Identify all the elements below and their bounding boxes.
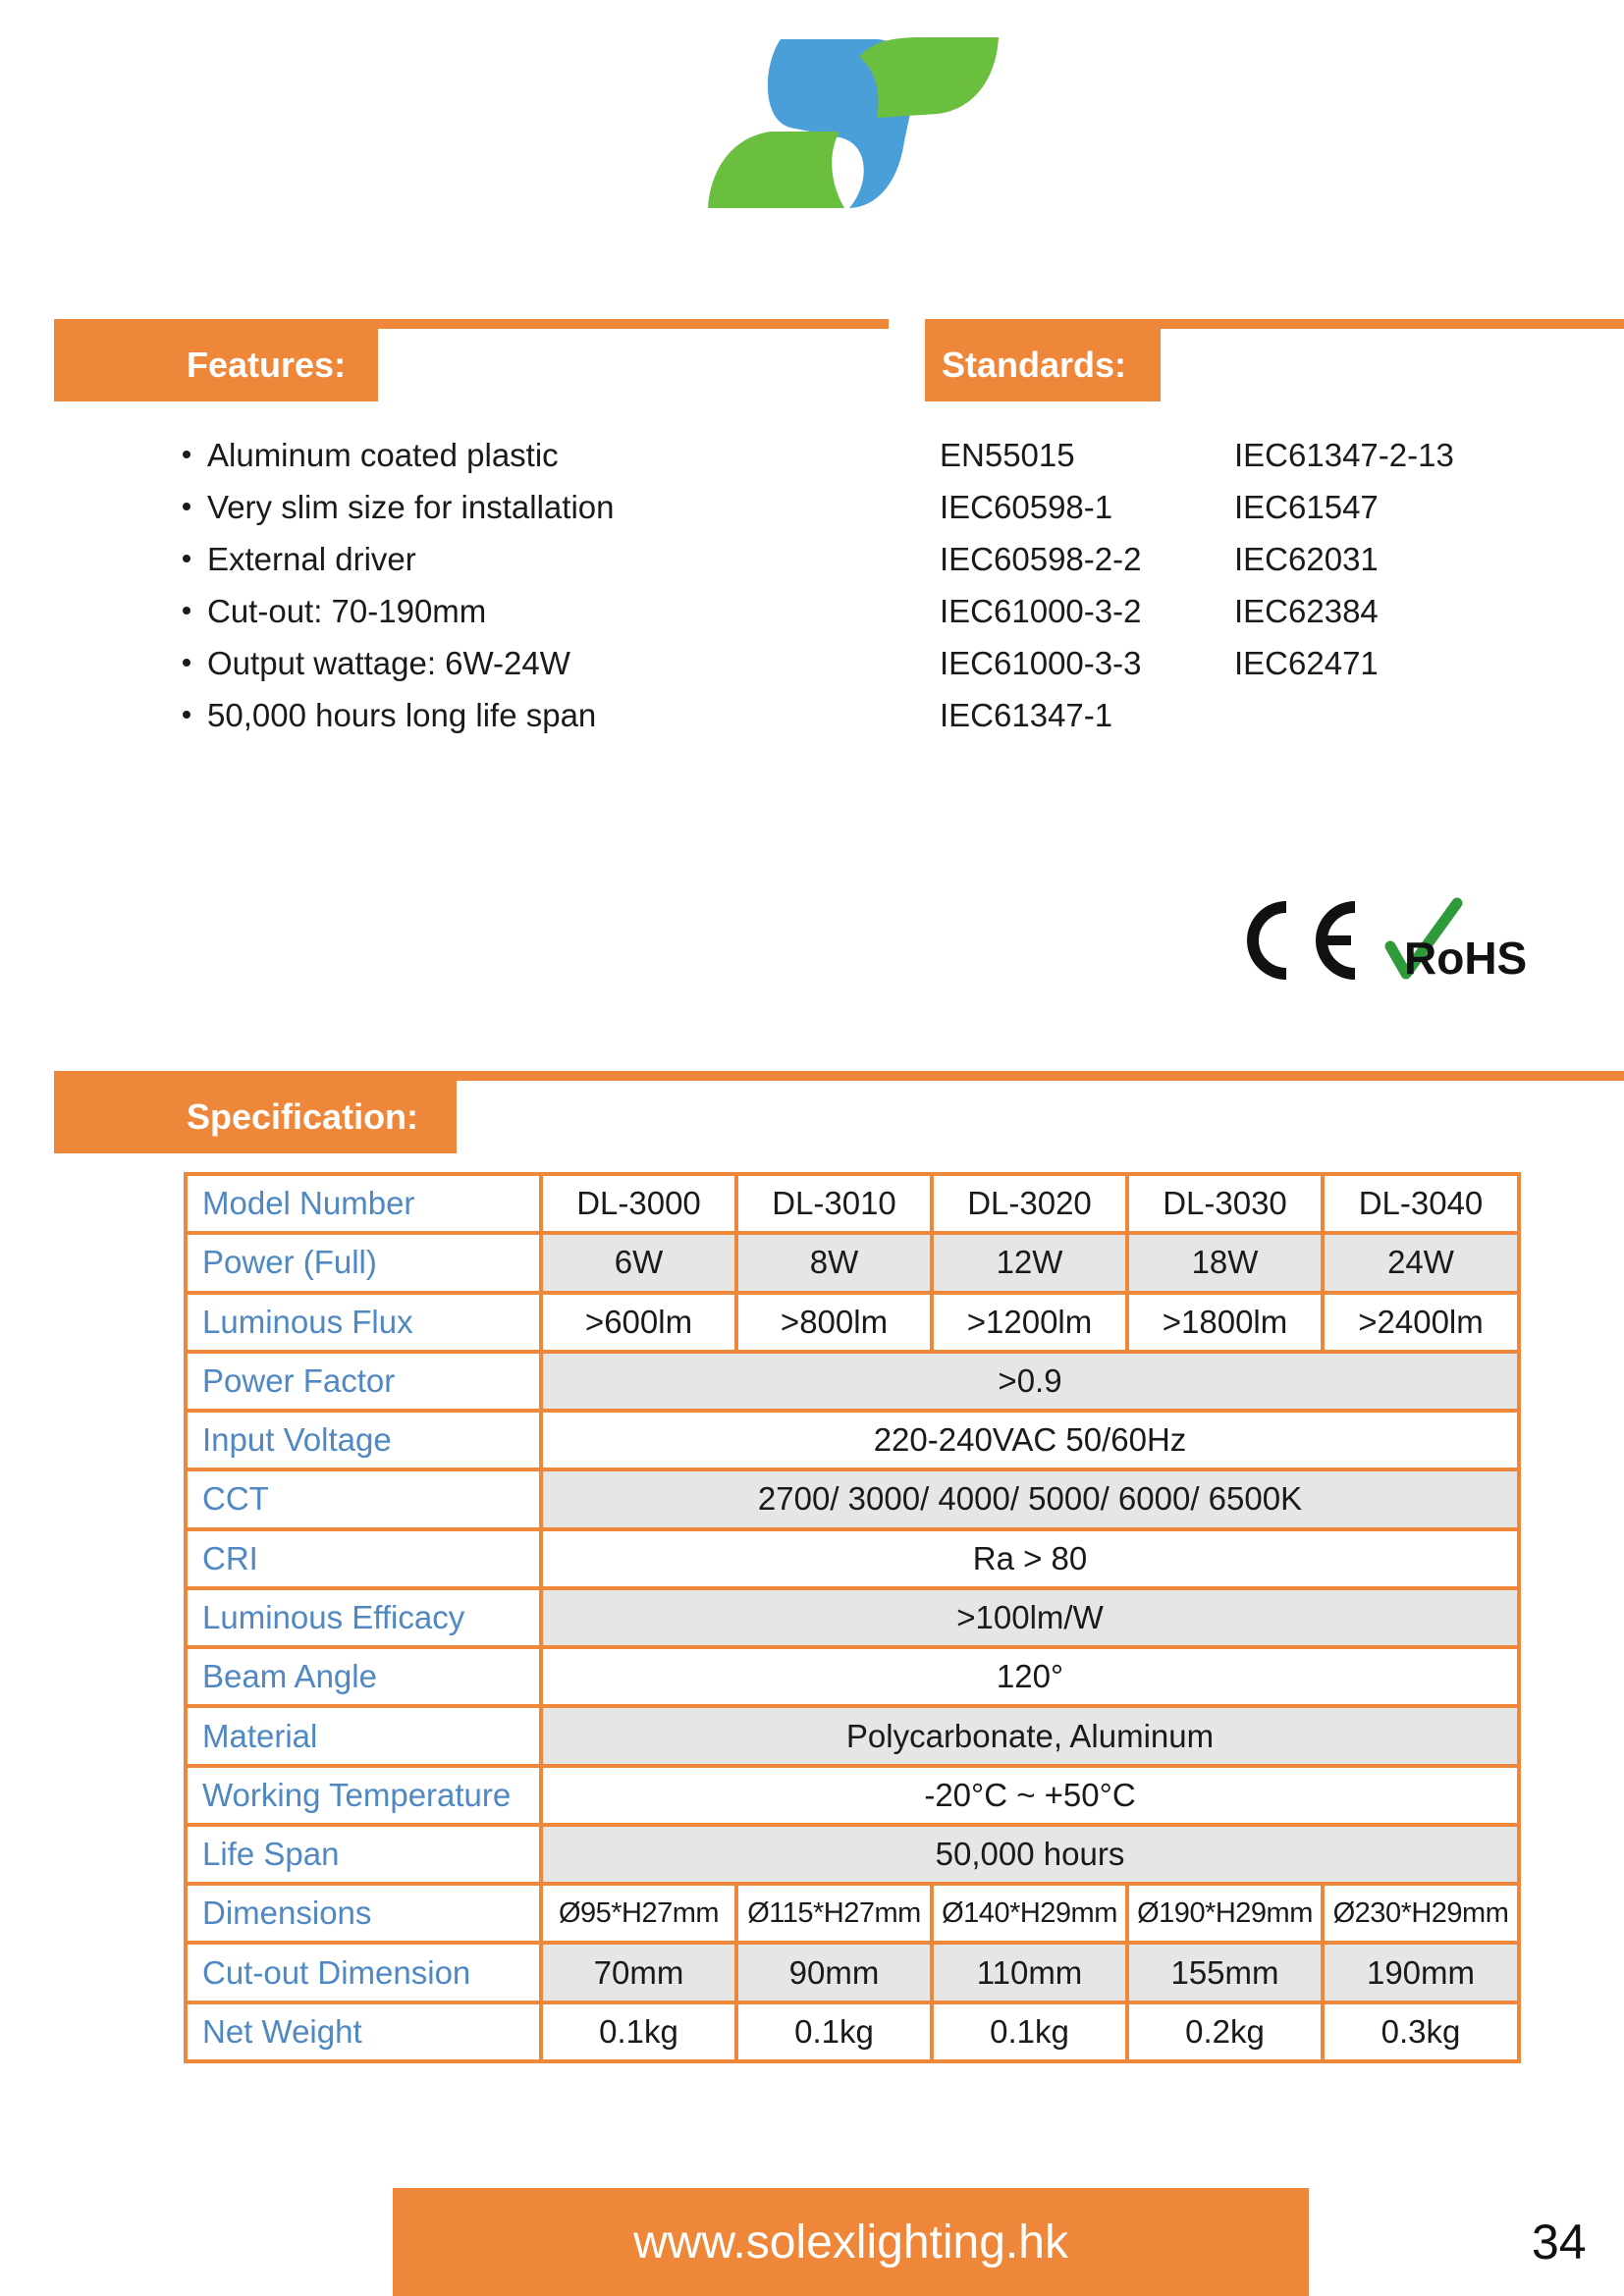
standard-item: IEC60598-1: [940, 489, 1113, 525]
specification-table: [184, 1172, 1521, 2063]
table-cell: 90mm: [736, 1943, 932, 2002]
standards-column-2: [1234, 429, 1454, 689]
footer-website-link[interactable]: www.solexlighting.hk: [393, 2188, 1309, 2296]
table-cell: >1200lm: [932, 1293, 1127, 1352]
standard-item: IEC62471: [1234, 645, 1379, 681]
list-item: Very slim size for installation: [183, 481, 614, 533]
table-cell: 2700/ 3000/ 4000/ 5000/ 6000/ 6500K: [541, 1469, 1519, 1528]
row-label: Beam Angle: [186, 1647, 541, 1706]
list-item: External driver: [183, 533, 614, 585]
logo-green-leaf-bottom: [708, 132, 844, 208]
table-row: [186, 1411, 1519, 1469]
table-row: [186, 1825, 1519, 1884]
row-label: Power (Full): [186, 1233, 541, 1292]
table-row: [186, 1233, 1519, 1292]
table-cell: 24W: [1323, 1233, 1519, 1292]
list-item: Cut-out: 70-190mm: [183, 585, 614, 637]
table-row: [186, 1706, 1519, 1765]
standard-item: IEC61547: [1234, 489, 1379, 525]
row-label: Luminous Flux: [186, 1293, 541, 1352]
brand-logo: [702, 35, 1001, 212]
bullet-icon: [183, 659, 190, 667]
row-label: Working Temperature: [186, 1766, 541, 1825]
specification-heading: Specification:: [54, 1081, 457, 1153]
table-cell: DL-3010: [736, 1174, 932, 1233]
table-cell: 18W: [1127, 1233, 1323, 1292]
row-label: CCT: [186, 1469, 541, 1528]
table-cell: 155mm: [1127, 1943, 1323, 2002]
table-cell: 0.2kg: [1127, 2002, 1323, 2061]
list-item: Output wattage: 6W-24W: [183, 637, 614, 689]
bullet-icon: [183, 503, 190, 510]
table-row: [186, 1174, 1519, 1233]
list-item: 50,000 hours long life span: [183, 689, 614, 741]
row-label: Material: [186, 1706, 541, 1765]
table-cell: DL-3040: [1323, 1174, 1519, 1233]
standard-item: EN55015: [940, 437, 1075, 473]
table-cell: 8W: [736, 1233, 932, 1292]
table-cell: >1800lm: [1127, 1293, 1323, 1352]
row-label: Net Weight: [186, 2002, 541, 2061]
table-cell: 120°: [541, 1647, 1519, 1706]
standard-item: IEC62031: [1234, 541, 1379, 577]
table-row: [186, 1352, 1519, 1411]
table-cell: 0.1kg: [736, 2002, 932, 2061]
table-cell: 0.3kg: [1323, 2002, 1519, 2061]
bullet-icon: [183, 607, 190, 614]
table-cell: 190mm: [1323, 1943, 1519, 2002]
row-label: Model Number: [186, 1174, 541, 1233]
row-label: Luminous Efficacy: [186, 1588, 541, 1647]
table-cell: >0.9: [541, 1352, 1519, 1411]
table-cell: Ra > 80: [541, 1529, 1519, 1588]
row-label: Cut-out Dimension: [186, 1943, 541, 2002]
table-cell: DL-3030: [1127, 1174, 1323, 1233]
table-cell: 0.1kg: [932, 2002, 1127, 2061]
table-cell: Ø115*H27mm: [736, 1884, 932, 1943]
row-label: CRI: [186, 1529, 541, 1588]
table-cell: Polycarbonate, Aluminum: [541, 1706, 1519, 1765]
standard-item: IEC60598-2-2: [940, 541, 1142, 577]
standard-item: IEC61347-1: [940, 697, 1113, 733]
standard-item: IEC61000-3-2: [940, 593, 1142, 629]
logo-green-leaf-top: [859, 37, 999, 118]
table-row: [186, 1884, 1519, 1943]
features-heading: Features:: [54, 329, 378, 401]
standards-heading: Standards:: [925, 329, 1161, 401]
standard-item: IEC61347-2-13: [1234, 437, 1454, 473]
table-cell: >2400lm: [1323, 1293, 1519, 1352]
table-cell: 0.1kg: [541, 2002, 736, 2061]
table-cell: >100lm/W: [541, 1588, 1519, 1647]
page-number: 34: [1532, 2215, 1587, 2269]
rohs-text: RoHS: [1404, 933, 1528, 984]
features-header-line: [54, 319, 889, 329]
table-cell: 12W: [932, 1233, 1127, 1292]
list-item: Aluminum coated plastic: [183, 429, 614, 481]
standard-item: IEC61000-3-3: [940, 645, 1142, 681]
table-cell: -20°C ~ +50°C: [541, 1766, 1519, 1825]
table-row: [186, 1943, 1519, 2002]
table-cell: DL-3000: [541, 1174, 736, 1233]
standards-column-1: [940, 429, 1141, 741]
table-cell: 6W: [541, 1233, 736, 1292]
row-label: Input Voltage: [186, 1411, 541, 1469]
row-label: Power Factor: [186, 1352, 541, 1411]
table-row: [186, 1293, 1519, 1352]
bullet-icon: [183, 451, 190, 458]
table-row: [186, 2002, 1519, 2061]
table-row: [186, 1588, 1519, 1647]
table-cell: 110mm: [932, 1943, 1127, 2002]
table-row: [186, 1529, 1519, 1588]
table-cell: 50,000 hours: [541, 1825, 1519, 1884]
table-cell: Ø95*H27mm: [541, 1884, 736, 1943]
ce-mark-icon: [1239, 901, 1362, 980]
features-list: [183, 429, 614, 741]
table-row: [186, 1647, 1519, 1706]
standard-item: IEC62384: [1234, 593, 1379, 629]
table-cell: 70mm: [541, 1943, 736, 2002]
table-cell: >800lm: [736, 1293, 932, 1352]
rohs-mark-icon: [1384, 897, 1556, 986]
table-row: [186, 1469, 1519, 1528]
table-cell: Ø190*H29mm: [1127, 1884, 1323, 1943]
table-row: [186, 1766, 1519, 1825]
table-cell: Ø140*H29mm: [932, 1884, 1127, 1943]
bullet-icon: [183, 555, 190, 562]
table-cell: >600lm: [541, 1293, 736, 1352]
row-label: Life Span: [186, 1825, 541, 1884]
table-cell: 220-240VAC 50/60Hz: [541, 1411, 1519, 1469]
specification-header-line: [54, 1071, 1624, 1081]
bullet-icon: [183, 711, 190, 719]
row-label: Dimensions: [186, 1884, 541, 1943]
table-cell: Ø230*H29mm: [1323, 1884, 1519, 1943]
standards-header-line: [925, 319, 1624, 329]
table-cell: DL-3020: [932, 1174, 1127, 1233]
